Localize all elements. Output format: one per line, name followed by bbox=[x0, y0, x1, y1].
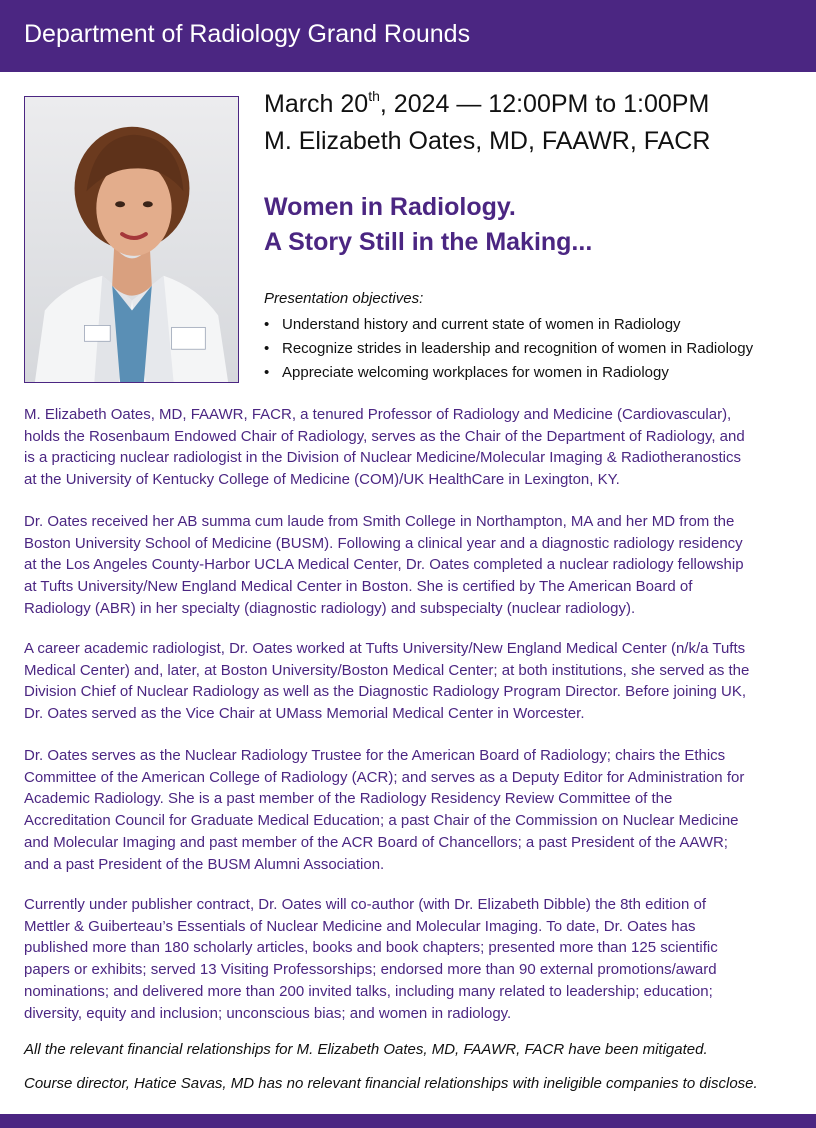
bio-line: Currently under publisher contract, Dr. Oates will co-author (with Dr. Elizabeth Dibble) the 8th edition of bbox=[24, 896, 706, 913]
bullet-icon: • bbox=[264, 340, 270, 357]
event-date-time bbox=[264, 88, 709, 120]
bio-paragraph-3 bbox=[24, 638, 796, 725]
talk-title-line-1: Women in Radiology. bbox=[264, 193, 516, 221]
bio-paragraph-1 bbox=[24, 404, 796, 491]
bio-line: Mettler & Guiberteau’s Essentials of Nuclear Medicine and Molecular Imaging. To date, Dr. Oates has bbox=[24, 917, 696, 935]
bullet-icon: • bbox=[264, 364, 270, 381]
bio-line: and Molecular Imaging and past member of the ACR Board of Chancellors; a past President of the AAWR; bbox=[24, 833, 728, 851]
bio-line: Radiology (ABR) in her specialty (diagnostic radiology) and subspecialty (nuclear radiology). bbox=[24, 599, 636, 617]
bio-line: Dr. Oates serves as the Nuclear Radiology Trustee for the American Board of Radiology; chairs the Ethics bbox=[24, 747, 726, 764]
bio-line: diversity, equity and inclusion; unconscious bias; and women in radiology. bbox=[24, 1004, 512, 1022]
bio-paragraph-4 bbox=[24, 745, 796, 875]
footer-bar bbox=[0, 1114, 816, 1128]
bio-line: Committee of the American College of Radiology (ACR); and serves as a Deputy Editor for Administration for bbox=[24, 768, 745, 786]
event-date-suffix: th bbox=[368, 87, 380, 104]
speaker-name: M. Elizabeth Oates, MD, FAAWR, FACR bbox=[264, 127, 711, 155]
talk-title bbox=[264, 190, 592, 260]
bio-line: Division Chief of Nuclear Radiology as well as the Diagnostic Radiology Program Director. Before joining UK, bbox=[24, 683, 746, 701]
event-date-rest: , 2024 — 12:00PM to 1:00PM bbox=[379, 90, 710, 118]
objective-item bbox=[264, 313, 753, 337]
disclosure-course-director: Course director, Hatice Savas, MD has no relevant financial relationships with ineligible companies to disclose. bbox=[24, 1075, 758, 1092]
bio-line: at Tufts University/New England Medical Center in Boston. She is certified by The American Board of bbox=[24, 578, 693, 596]
bio-line: papers or exhibits; served 13 Visiting Professorships; endorsed more than 90 external promotions/award bbox=[24, 961, 717, 979]
bio-line: M. Elizabeth Oates, MD, FAAWR, FACR, a tenured Professor of Radiology and Medicine (Cardiovascular), bbox=[24, 406, 732, 423]
bio-paragraph-2 bbox=[24, 511, 796, 620]
bio-line: Boston University School of Medicine (BUSM). Following a clinical year and a diagnostic radiology residency bbox=[24, 534, 743, 552]
objectives-list bbox=[264, 313, 753, 385]
bio-line: Dr. Oates received her AB summa cum laude from Smith College in Northampton, MA and her MD from the bbox=[24, 513, 735, 530]
event-date-day: March 20 bbox=[264, 90, 369, 118]
bio-line: and a past President of the BUSM Alumni Association. bbox=[24, 855, 385, 873]
talk-title-line-2: A Story Still in the Making... bbox=[264, 228, 593, 256]
speaker-portrait-image bbox=[25, 97, 238, 382]
objective-text: Appreciate welcoming workplaces for women in Radiology bbox=[282, 364, 669, 381]
bio-line: holds the Rosenbaum Endowed Chair of Radiology, serves as the Chair of the Department of Radiology, and bbox=[24, 427, 745, 445]
bio-line: at the University of Kentucky College of Medicine (COM)/UK HealthCare in Lexington, KY. bbox=[24, 471, 620, 489]
bio-line: nominations; and delivered more than 200 invited talks, including many related to leadership; education; bbox=[24, 982, 713, 1000]
page-title: Department of Radiology Grand Rounds bbox=[24, 20, 471, 48]
objective-item bbox=[264, 337, 753, 361]
disclosure-speaker: All the relevant financial relationships for M. Elizabeth Oates, MD, FAAWR, FACR have been mitigated. bbox=[24, 1041, 708, 1058]
bio-line: Accreditation Council for Graduate Medical Education; a past Chair of the Commission on Nuclear Medicine bbox=[24, 812, 739, 830]
bio-line: Medical Center) and, later, at Boston University/Boston Medical Center; at both institutions, she served as the bbox=[24, 661, 750, 679]
bio-line: A career academic radiologist, Dr. Oates worked at Tufts University/New England Medical Center (n/k/a Tufts bbox=[24, 640, 746, 657]
bio-line: Academic Radiology. She is a past member of the Radiology Residency Review Committee of the bbox=[24, 790, 673, 808]
objectives-label: Presentation objectives: bbox=[264, 290, 424, 307]
bio-line: published more than 180 scholarly articles, books and book chapters; presented more than 125 scientific bbox=[24, 939, 718, 957]
header-bar bbox=[0, 0, 816, 72]
bio-line: at the Los Angeles County-Harbor UCLA Medical Center, Dr. Oates completed a nuclear radiology fellowship bbox=[24, 556, 744, 574]
bullet-icon: • bbox=[264, 316, 270, 333]
bio-paragraph-5 bbox=[24, 894, 796, 1024]
objective-text: Understand history and current state of women in Radiology bbox=[282, 316, 681, 333]
bio-line: is a practicing nuclear radiologist in the Division of Nuclear Medicine/Molecular Imaging & Radiotheranostics bbox=[24, 449, 742, 467]
bio-line: Dr. Oates served as the Vice Chair at UMass Memorial Medical Center in Worcester. bbox=[24, 705, 585, 723]
speaker-photo bbox=[24, 96, 239, 383]
objective-item bbox=[264, 361, 753, 385]
objective-text: Recognize strides in leadership and recognition of women in Radiology bbox=[282, 340, 754, 357]
